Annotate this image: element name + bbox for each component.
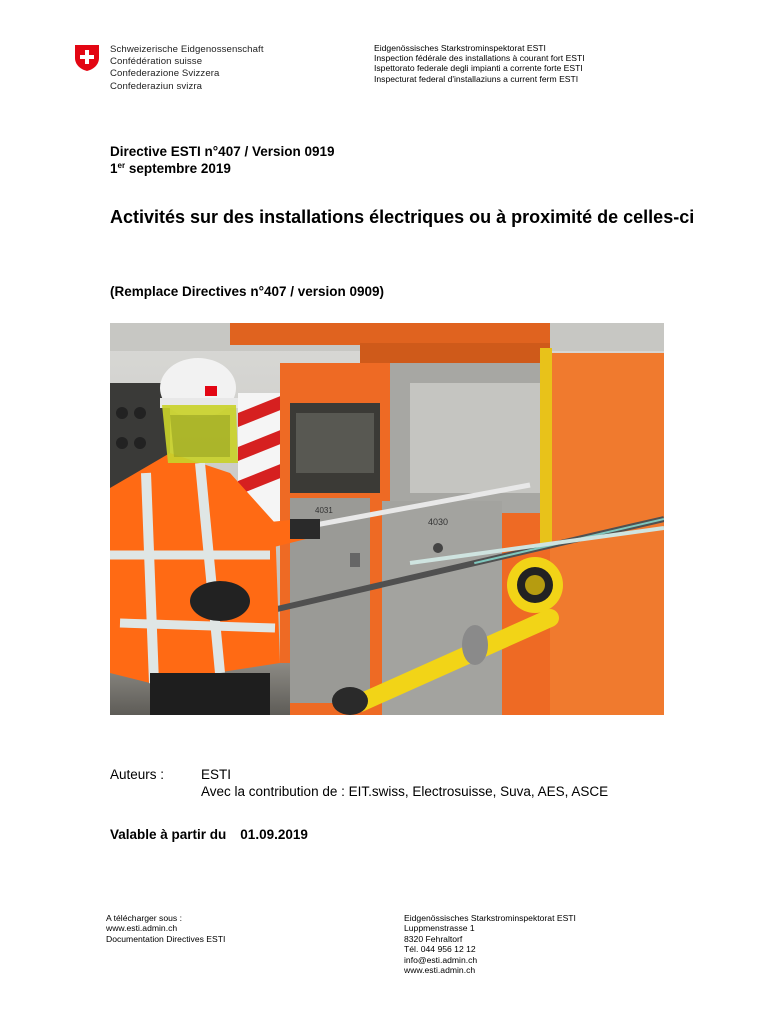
swiss-coat-of-arms-icon	[74, 44, 100, 72]
directive-date	[110, 160, 335, 177]
footer-address	[404, 913, 576, 975]
footer-address-line: 8320 Fehraltorf	[404, 933, 463, 944]
footer-address-line: Luppmenstrasse 1	[404, 923, 475, 934]
date-rest: septembre 2019	[125, 161, 231, 176]
date-day: 1	[110, 161, 118, 176]
validity-label: Valable à partir du	[110, 827, 227, 842]
confederation-line: Confederazione Svizzera	[110, 68, 220, 80]
inspectorate-header	[374, 43, 585, 84]
date-superscript: er	[117, 161, 126, 170]
footer-website-link[interactable]: www.esti.admin.ch	[106, 923, 178, 934]
footer-website-link[interactable]: www.esti.admin.ch	[404, 965, 476, 976]
document-title: Activités sur des installations électriques ou à proximité de celles-ci	[110, 207, 695, 227]
footer-left-line: Documentation Directives ESTI	[106, 933, 226, 944]
cabinet-label: 4031	[315, 506, 333, 515]
replaces-note: (Remplace Directives n°407 / version 0909)	[110, 284, 385, 299]
inspectorate-line: Eidgenössisches Starkstrominspektorat ESTI	[374, 43, 546, 53]
footer-address-line: Eidgenössisches Starkstrominspektorat ESTI	[404, 913, 576, 923]
inspectorate-line: Inspecturat federal d'installaziuns a current ferm ESTI	[374, 73, 579, 84]
authors-name: ESTI	[201, 767, 232, 782]
inspectorate-line: Inspection fédérale des installations à courant fort ESTI	[374, 53, 585, 64]
inspectorate-line: Ispettorato federale degli impianti a corrente forte ESTI	[374, 63, 583, 74]
confederation-line: Schweizerische Eidgenossenschaft	[110, 44, 264, 55]
footer-left-line: A télécharger sous :	[106, 913, 182, 923]
validity-date: 01.09.2019	[240, 827, 308, 842]
directive-heading	[110, 143, 335, 177]
confederation-line: Confederaziun svizra	[110, 80, 203, 92]
cabinet-label: 4030	[428, 517, 449, 527]
confederation-line: Confédération suisse	[110, 56, 203, 68]
validity-line	[110, 827, 308, 842]
authors-label: Auteurs :	[110, 767, 165, 782]
confederation-name-block	[110, 44, 264, 93]
directive-number: Directive ESTI n°407 / Version 0919	[110, 144, 335, 159]
footer-phone: Tél. 044 956 12 12	[404, 944, 476, 955]
authors-contribution: Avec la contribution de : EIT.swiss, Electrosuisse, Suva, AES, ASCE	[201, 784, 609, 799]
footer-download-info	[106, 913, 225, 944]
footer-email-link[interactable]: info@esti.admin.ch	[404, 954, 478, 965]
cover-photo-worker-switchgear	[110, 323, 664, 715]
